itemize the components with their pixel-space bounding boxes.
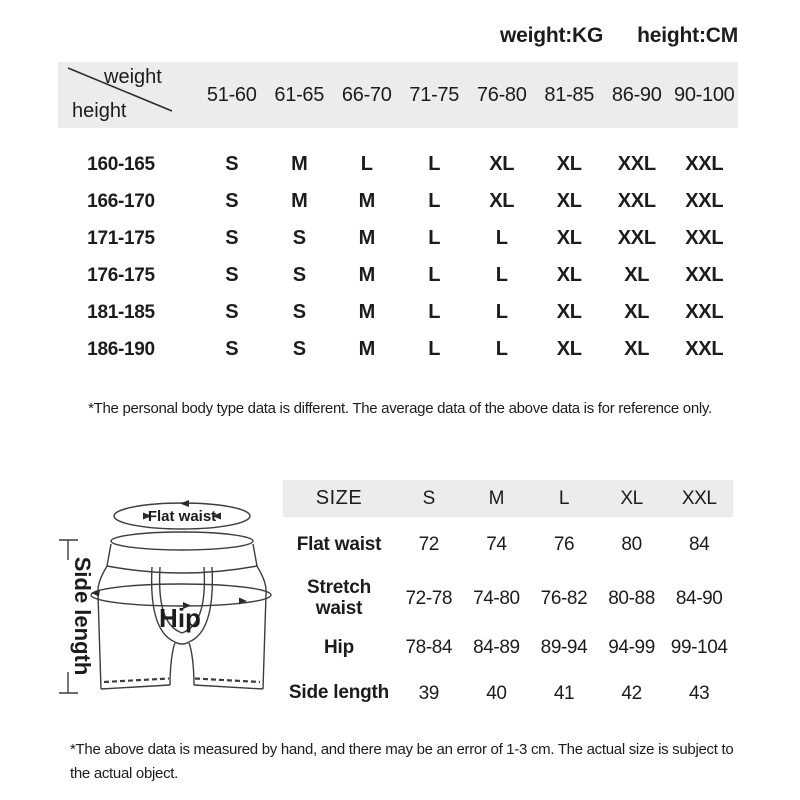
shorts-measurement-diagram (40, 488, 285, 710)
size-cell: XL (624, 338, 650, 360)
height-unit-label: height:CM (637, 24, 738, 47)
size-cell: XXL (685, 264, 724, 286)
corner-weight-label: weight (104, 66, 162, 88)
measurement-value: 40 (486, 682, 507, 704)
matrix-corner-cell (58, 62, 198, 128)
matrix-rows (58, 128, 738, 368)
size-cell: L (495, 301, 508, 323)
size-cell: XXL (685, 153, 724, 175)
size-cell: L (428, 190, 441, 212)
size-cell: XL (624, 264, 650, 286)
measurement-value: 99-104 (670, 637, 728, 658)
size-cell: XL (624, 301, 650, 323)
measurement-value: 42 (621, 682, 642, 704)
size-cell: XL (556, 153, 582, 175)
size-cell: S (225, 190, 239, 212)
matrix-row (58, 331, 738, 368)
height-range-label: 166-170 (87, 190, 155, 212)
matrix-row (58, 183, 738, 220)
measurement-value: 94-99 (608, 637, 655, 658)
height-range-label: 186-190 (87, 338, 155, 360)
size-cell: XXL (685, 301, 724, 323)
size-cell: S (225, 227, 239, 249)
size-cell: M (291, 153, 308, 175)
size-cell: XL (556, 227, 582, 249)
size-cell: S (292, 338, 306, 360)
measurement-row (283, 671, 733, 716)
hip-label: Hip (159, 603, 201, 633)
size-cell: XL (556, 301, 582, 323)
reference-note: *The personal body type data is different. The average data of the above data is for reference only. (88, 400, 712, 417)
hand-measure-note: *The above data is measured by hand, and there may be an error of 1-3 cm. The actual size is subject to the actual object. (70, 741, 734, 782)
size-cell: M (358, 190, 375, 212)
matrix-row (58, 146, 738, 183)
size-cell: XL (556, 264, 582, 286)
measurement-value: 78-84 (405, 637, 453, 658)
measurement-value: 84-89 (473, 637, 520, 658)
size-cell: S (292, 227, 306, 249)
measurement-value: 80 (621, 534, 642, 555)
size-cell: M (358, 227, 375, 249)
size-cell: S (225, 301, 239, 323)
measurement-row (283, 625, 733, 671)
measurement-value: 72-78 (405, 588, 453, 609)
weight-range-header: 81-85 (544, 83, 595, 106)
weight-range-header: 51-60 (206, 83, 257, 106)
measurement-row (283, 573, 733, 625)
measurement-label: Stretch waist (306, 577, 372, 619)
size-cell: L (428, 338, 441, 360)
measurement-label: Side length (288, 682, 390, 704)
matrix-row (58, 294, 738, 331)
height-range-label: 181-185 (87, 301, 155, 323)
flat-waist-label: Flat waist (147, 508, 217, 525)
size-cell: S (292, 264, 306, 286)
size-cell: L (428, 153, 441, 175)
size-column-header: M (488, 487, 505, 509)
size-cell: XL (489, 153, 515, 175)
measurement-table (283, 480, 733, 716)
measurement-value: 80-88 (608, 588, 655, 609)
weight-range-header: 90-100 (674, 83, 735, 106)
height-range-label: 160-165 (87, 153, 155, 175)
left-hem-stitch (104, 679, 169, 683)
measurement-value: 39 (418, 682, 439, 704)
size-cell: S (292, 301, 306, 323)
size-cell: L (428, 264, 441, 286)
measurement-label: Hip (323, 636, 354, 658)
size-cell: XL (556, 338, 582, 360)
matrix-row (58, 257, 738, 294)
weight-range-header: 86-90 (611, 83, 662, 106)
size-cell: L (495, 227, 508, 249)
size-cell: M (291, 190, 308, 212)
measurement-row (283, 517, 733, 573)
size-cell: XXL (685, 190, 724, 212)
size-column-header: L (558, 487, 570, 509)
size-cell: XL (489, 190, 515, 212)
measurement-value: 74 (486, 534, 507, 555)
weight-column-headers (198, 84, 738, 107)
size-cell: L (495, 338, 508, 360)
size-cell: XXL (685, 227, 724, 249)
measurement-value: 43 (689, 682, 710, 704)
size-cell: M (358, 301, 375, 323)
weight-range-header: 61-65 (274, 83, 325, 106)
measurement-value: 84 (689, 534, 710, 555)
size-cell: XXL (617, 227, 656, 249)
units-note (500, 24, 738, 48)
measurement-value: 76 (553, 534, 575, 555)
size-cell: M (358, 264, 375, 286)
measurement-header-row (283, 480, 733, 517)
size-cell: L (360, 153, 373, 175)
corner-height-label: height (72, 100, 127, 122)
size-cell: L (428, 227, 441, 249)
height-range-label: 176-175 (87, 264, 155, 286)
size-header-label: SIZE (315, 487, 363, 509)
measurement-value: 89-94 (540, 637, 588, 658)
weight-unit-label: weight:KG (499, 24, 604, 47)
flat-waist-top-arrow-icon (180, 500, 189, 507)
weight-range-header: 76-80 (476, 83, 527, 106)
measurement-value: 84-90 (675, 588, 723, 609)
side-length-label: Side length (70, 556, 95, 676)
size-cell: S (225, 264, 239, 286)
size-cell: L (428, 301, 441, 323)
size-cell: L (495, 264, 508, 286)
size-cell: XXL (617, 190, 656, 212)
size-column-header: S (422, 487, 435, 509)
size-cell: M (358, 338, 375, 360)
measurement-label: Flat waist (296, 533, 382, 555)
size-cell: XL (556, 190, 582, 212)
weight-range-header: 71-75 (409, 83, 460, 106)
height-weight-size-table (58, 62, 738, 368)
measurement-rows (283, 517, 733, 716)
size-cell: XXL (617, 153, 656, 175)
size-cell: XXL (685, 338, 724, 360)
size-cell: S (225, 338, 239, 360)
size-column-header: XL (620, 487, 643, 509)
right-hem-stitch (195, 679, 260, 683)
height-range-label: 171-175 (87, 227, 155, 249)
measurement-value: 41 (553, 682, 575, 704)
weight-range-header: 66-70 (341, 83, 392, 106)
matrix-header-row (58, 62, 738, 128)
measurement-value: 76-82 (540, 588, 588, 609)
matrix-row (58, 220, 738, 257)
size-cell: S (225, 153, 239, 175)
measurement-value: 72 (418, 534, 439, 555)
size-column-header: XXL (681, 487, 717, 509)
measurement-value: 74-80 (473, 588, 520, 609)
